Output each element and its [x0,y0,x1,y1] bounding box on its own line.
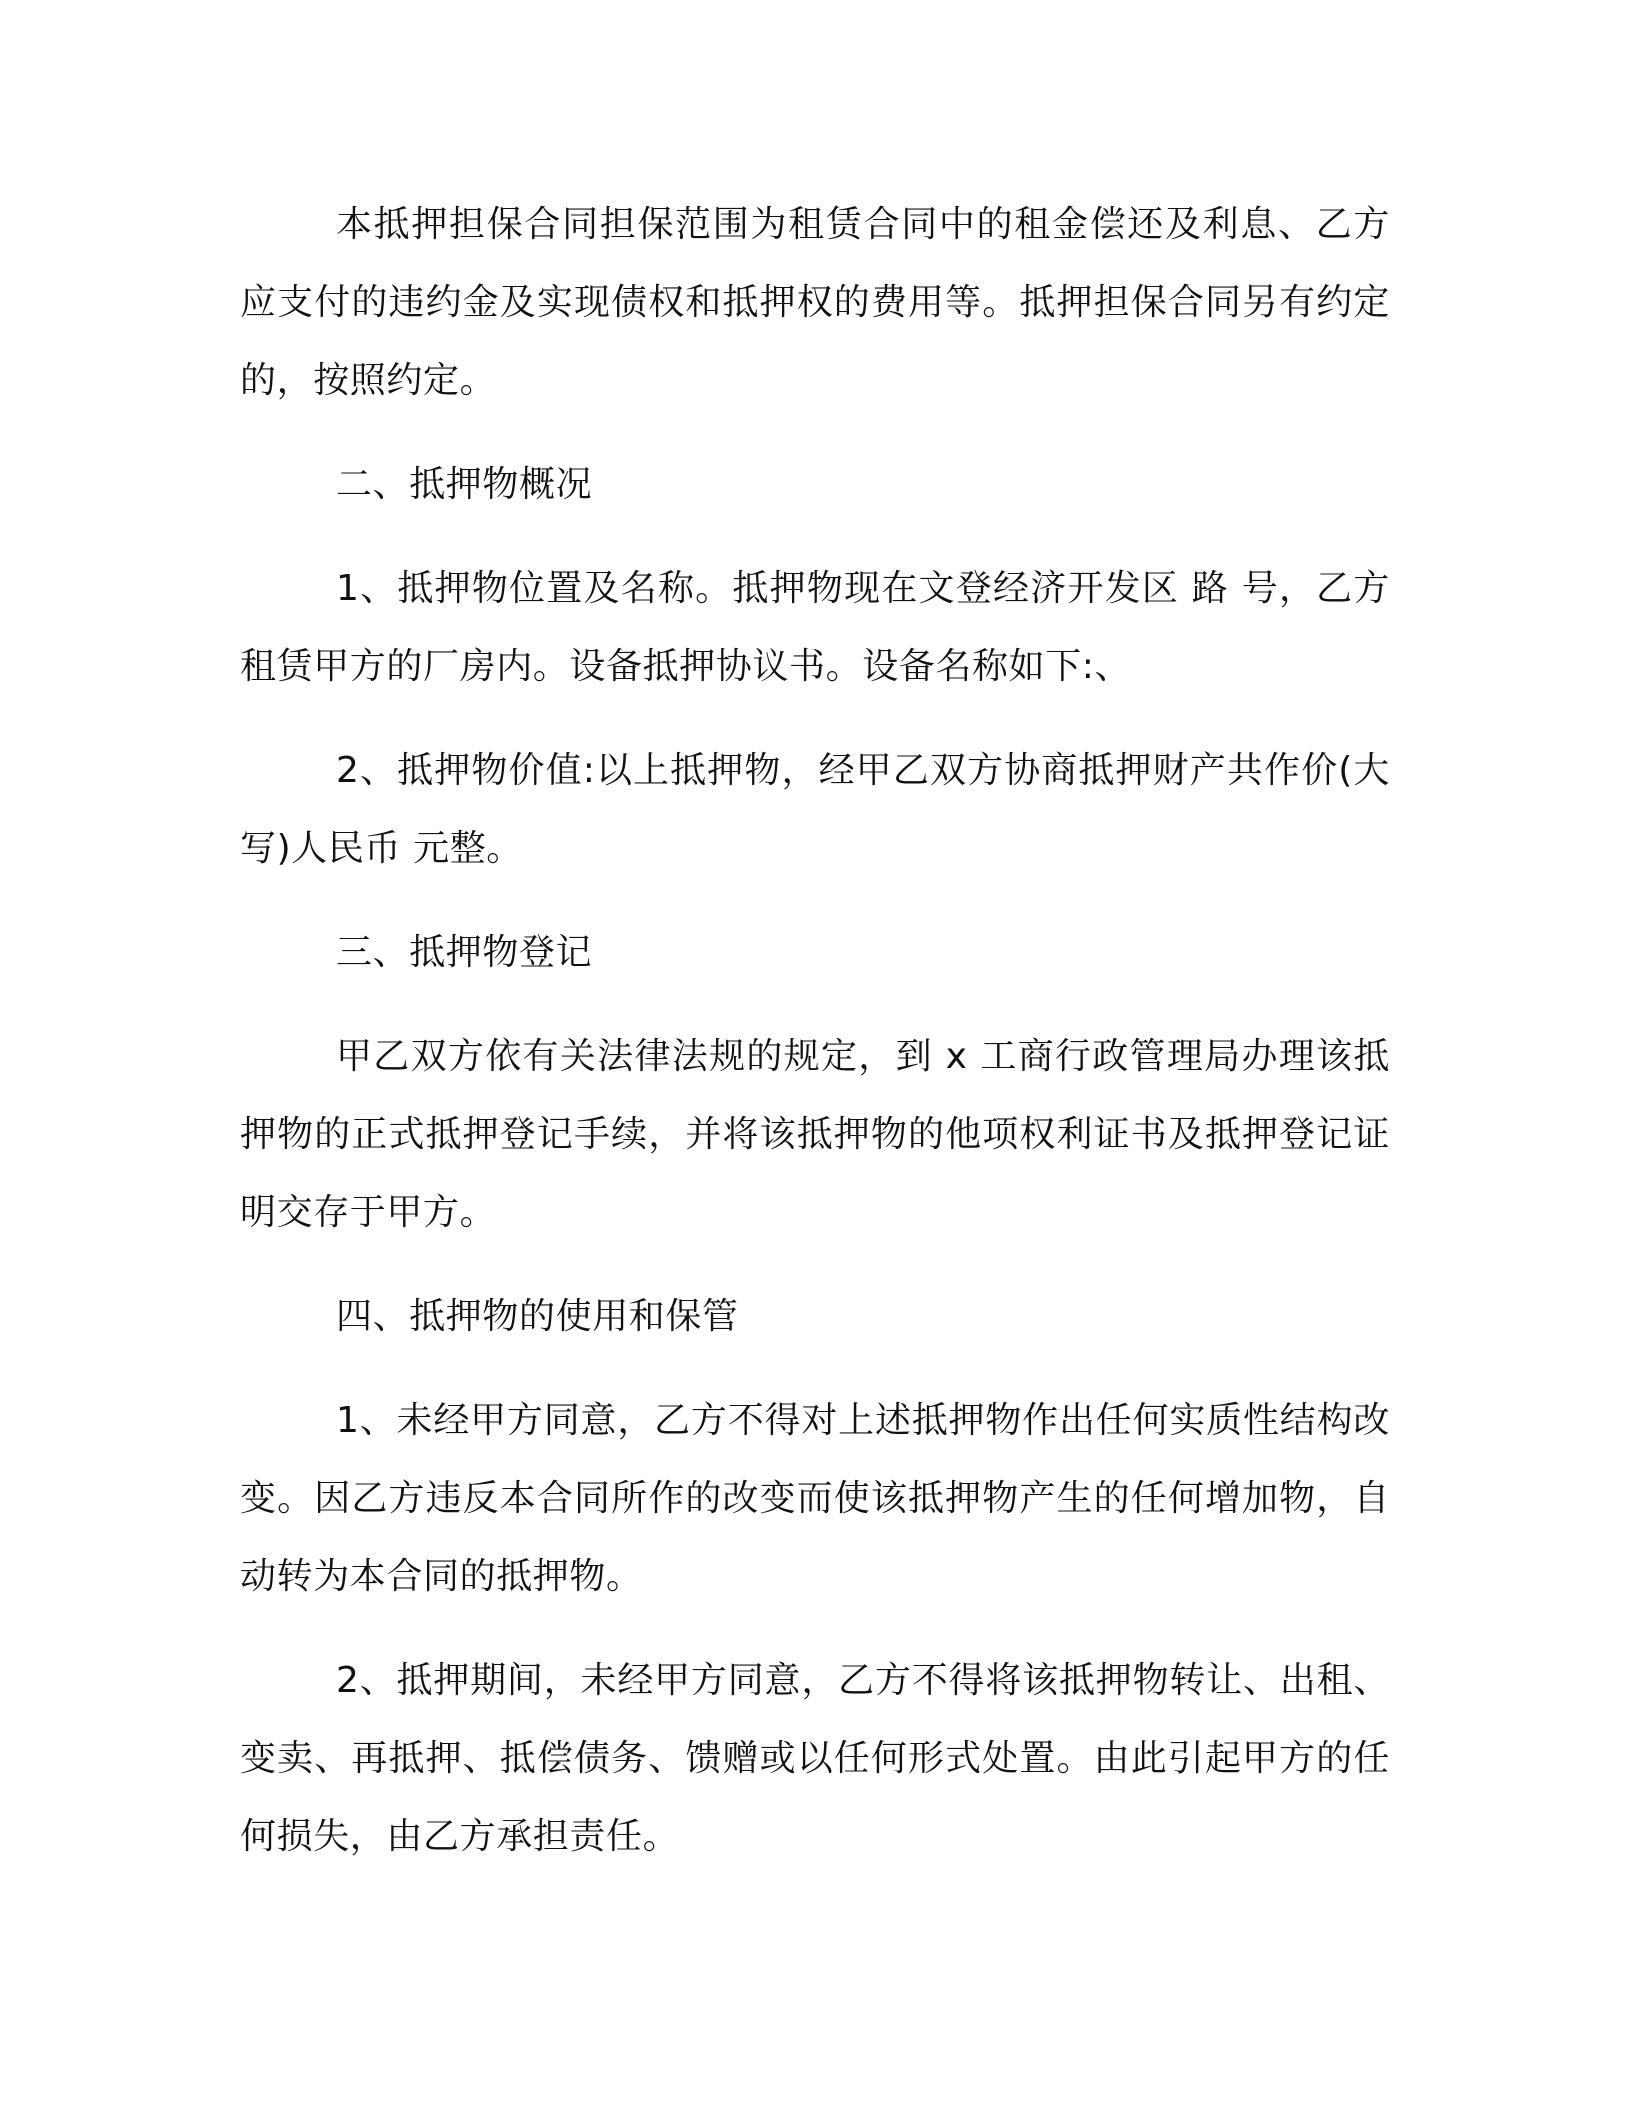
section-heading-collateral-registration: 三、抵押物登记 [336,932,593,973]
section-heading-collateral-use-custody: 四、抵押物的使用和保管 [336,1296,739,1337]
paragraph-collateral-location: 1、抵押物位置及名称。抵押物现在文登经济开发区 路 号，乙方租赁甲方的厂房内。设备抵押协议书。设备名称如下:、 [240,568,1390,687]
paragraph-collateral-value: 2、抵押物价值:以上抵押物，经甲乙双方协商抵押财产共作价(大写)人民币 元整。 [240,750,1390,869]
paragraph-guarantee-scope: 本抵押担保合同担保范围为租赁合同中的租金偿还及利息、乙方应支付的违约金及实现债权和抵押权的费用等。抵押担保合同另有约定的，按照约定。 [240,204,1390,401]
paragraph-no-structural-change: 1、未经甲方同意，乙方不得对上述抵押物作出任何实质性结构改变。因乙方违反本合同所作的改变而使该抵押物产生的任何增加物，自动转为本合同的抵押物。 [240,1400,1390,1597]
paragraph-no-disposal: 2、抵押期间，未经甲方同意，乙方不得将该抵押物转让、出租、变卖、再抵押、抵偿债务、馈赠或以任何形式处置。由此引起甲方的任何损失，由乙方承担责任。 [240,1660,1390,1857]
section-heading-collateral-overview: 二、抵押物概况 [336,464,593,505]
paragraph-registration-procedure: 甲乙双方依有关法律法规的规定，到 x 工商行政管理局办理该抵押物的正式抵押登记手续，并将该抵押物的他项权利证书及抵押登记证明交存于甲方。 [240,1036,1390,1233]
document-body [240,186,1390,1902]
